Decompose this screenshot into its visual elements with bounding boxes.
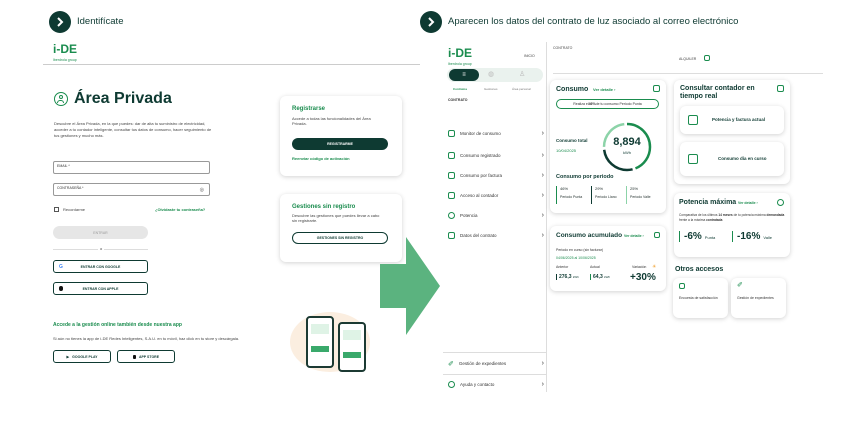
acumulado-title: Consumo acumulado bbox=[556, 232, 623, 239]
actual-label: Actual bbox=[590, 265, 600, 269]
register-button[interactable]: REGISTRARME bbox=[292, 138, 388, 150]
consumo-unit: kWh bbox=[623, 150, 631, 155]
gauge-icon bbox=[448, 212, 455, 219]
tab-area-personal[interactable]: Área personal bbox=[512, 87, 531, 91]
menu-divider bbox=[443, 374, 546, 375]
consumo-date: 10/04/2025 bbox=[556, 148, 577, 153]
otros-title: Otros accesos bbox=[675, 266, 724, 273]
sidebar-item-acceso-contador[interactable]: Acceso al contador › bbox=[448, 188, 544, 202]
register-card bbox=[280, 96, 402, 176]
consumo-pill: Realiza el 46% de tu consumo Periodo Punta bbox=[556, 99, 659, 109]
inicio-link[interactable]: INICIO bbox=[524, 54, 535, 58]
remember-checkbox[interactable] bbox=[54, 207, 59, 212]
forgot-password-link[interactable]: ¿Olvidaste tu contraseña? bbox=[155, 207, 206, 212]
acumulado-line2: 04/06/2025 al 10/06/2025 bbox=[556, 256, 596, 260]
acumulado-detail-link[interactable]: Ver detalle › bbox=[624, 234, 644, 238]
sidebar-item-ayuda[interactable]: Ayuda y contacto › bbox=[448, 377, 544, 391]
monitor-icon bbox=[448, 130, 455, 137]
survey-icon bbox=[679, 283, 685, 289]
otros-expedientes[interactable]: ✐ Gestión de expedientes bbox=[731, 278, 786, 318]
password-field[interactable]: CONTRASEÑA * ◎ bbox=[53, 183, 210, 196]
email-field[interactable]: EMAIL * bbox=[53, 161, 210, 174]
meter-icon bbox=[777, 85, 784, 92]
alquiler-label: ALQUILER bbox=[679, 57, 697, 61]
apple-login-button[interactable]: ENTRAR CON APPLE bbox=[53, 282, 148, 295]
play-icon: ▶ bbox=[66, 354, 70, 359]
google-login-button[interactable]: G ENTRAR CON GOOGLE bbox=[53, 260, 148, 273]
no-register-button[interactable]: GESTIONES SIN REGISTRO bbox=[292, 232, 388, 244]
tab-contratos[interactable]: Contratos bbox=[453, 87, 468, 91]
remember-label: Recordarme bbox=[63, 207, 86, 212]
consumo-card bbox=[550, 80, 666, 213]
potencia-title: Potencia máxima bbox=[679, 199, 737, 206]
tab-personal-icon[interactable]: ♙ bbox=[519, 71, 526, 78]
chart-icon bbox=[653, 85, 660, 92]
contador-title: Consultar contador en tiempo real bbox=[680, 85, 755, 100]
info-icon: ☀ bbox=[652, 264, 657, 270]
sidebar-item-consumo-factura[interactable]: Consumo por factura › bbox=[448, 168, 544, 182]
contrato-header: CONTRATO bbox=[553, 46, 573, 50]
periodo-valle: 25% Periodo Valle bbox=[626, 186, 662, 204]
step-chevron-icon bbox=[420, 11, 442, 33]
pen-icon: ✐ bbox=[737, 282, 743, 289]
ide-logo[interactable]: i-DE Iberdrola group bbox=[448, 46, 472, 66]
alquiler-checkbox[interactable] bbox=[704, 55, 710, 61]
sidebar-item-expedientes[interactable]: ✐ Gestión de expedientes › bbox=[448, 359, 544, 368]
register-title: Registrarse bbox=[292, 106, 326, 112]
top-divider bbox=[553, 73, 823, 74]
user-icon bbox=[54, 92, 68, 106]
step-1-title: Identifícate bbox=[77, 16, 124, 27]
register-text: Accede a todas las funcionalidades del Área Privada. bbox=[292, 116, 371, 126]
actual-value: 64,3 kWh bbox=[590, 274, 610, 280]
app-text: Si aún no tienes la app de i-DE Redes Inteligentes, S.A.U. en tu móvil, haz click en tu store y descárgala. bbox=[53, 336, 240, 341]
document-icon bbox=[448, 232, 455, 239]
anterior-label: Anterior bbox=[556, 265, 569, 269]
consumo-value: 8,894 bbox=[613, 136, 641, 148]
tab-gestiones[interactable]: Gestiones bbox=[484, 87, 498, 91]
potencia-text: Comparativa de los últimos 14 meses de tu potencia máxima demandada frente a la máxima contratada bbox=[679, 213, 785, 222]
phone-illustration bbox=[338, 322, 366, 372]
consumo-total-label: Consumo total bbox=[556, 138, 588, 143]
menu-divider bbox=[443, 352, 546, 353]
meter-icon bbox=[448, 192, 455, 199]
contador-card bbox=[674, 80, 790, 184]
phone-illustration bbox=[306, 316, 334, 368]
contador-option-potencia[interactable]: Potencia y factura actual bbox=[680, 106, 784, 134]
potencia-punta: -6% Punta bbox=[679, 231, 715, 242]
acumulado-line1: Periodo en curso (sin facturar) bbox=[556, 248, 604, 252]
or-label: o bbox=[100, 246, 103, 251]
chart-icon bbox=[654, 232, 660, 238]
tab-gestiones-icon[interactable]: ◍ bbox=[488, 71, 495, 78]
help-icon bbox=[448, 381, 455, 388]
potencia-detail-link[interactable]: Ver detalle › bbox=[738, 201, 758, 205]
no-register-title: Gestiones sin registro bbox=[292, 204, 356, 210]
resend-code-link[interactable]: Reenviar código de activación bbox=[292, 156, 350, 161]
potencia-valle: -16% Valle bbox=[732, 231, 772, 242]
step-2-title: Aparecen los datos del contrato de luz asociado al correo electrónico bbox=[448, 16, 739, 27]
variacion-value: +30% bbox=[630, 272, 656, 283]
sidebar-divider bbox=[546, 42, 547, 392]
anterior-value: 276,3 kWh bbox=[556, 274, 579, 280]
consumo-acumulado-card bbox=[550, 226, 666, 291]
google-icon: G bbox=[59, 263, 63, 270]
sidebar-item-consumo-registrado[interactable]: Consumo registrado › bbox=[448, 148, 544, 162]
page-title: Área Privada bbox=[74, 90, 172, 107]
periodo-punta: 46% Periodo Punta bbox=[556, 186, 590, 204]
pen-icon: ✐ bbox=[448, 360, 454, 368]
apple-icon bbox=[59, 286, 63, 291]
variacion-label: Variación bbox=[632, 265, 647, 269]
potencia-card bbox=[674, 193, 790, 257]
header-divider bbox=[43, 64, 420, 65]
sidebar-item-datos-contrato[interactable]: Datos del contrato › bbox=[448, 228, 544, 242]
contrato-label: CONTRATO bbox=[448, 98, 468, 102]
google-play-button[interactable]: ▶ GOOGLE PLAY bbox=[53, 350, 111, 363]
contador-option-consumo-dia[interactable]: Consumo día en curso bbox=[680, 142, 784, 176]
no-register-text: Descubre las gestiones que puedes llevar a cabo sin registrarte. bbox=[292, 213, 380, 223]
sidebar-item-monitor[interactable]: Monitor de consumo › bbox=[448, 126, 544, 140]
invoice-icon bbox=[448, 172, 455, 179]
apple-icon bbox=[133, 355, 136, 359]
intro-text: Descubre el Área Privada, en la que puedes: dar de alta tu suministro de electricidad, acceder a tu contador inteligente, consultar tus datos de consumo, hacer seguimiento de tus gestiones y mucho más. bbox=[54, 121, 212, 138]
gauge-icon bbox=[777, 199, 784, 206]
chart-icon bbox=[688, 154, 698, 164]
ide-logo[interactable]: i-DE Iberdrola group bbox=[53, 42, 77, 62]
periodo-title: Consumo por periodo bbox=[556, 174, 614, 180]
app-title: Accede a la gestión online también desde nuestra app bbox=[53, 322, 182, 328]
consumo-detail-link[interactable]: Ver detalle › bbox=[593, 87, 616, 92]
tab-contratos-icon[interactable]: ≡ bbox=[449, 69, 479, 81]
enter-button[interactable]: ENTRAR bbox=[53, 226, 148, 239]
periodo-llano: 29% Periodo Llano bbox=[591, 186, 625, 204]
sidebar-item-potencia[interactable]: Potencia › bbox=[448, 208, 544, 222]
chart-icon bbox=[448, 152, 455, 159]
step-chevron-icon bbox=[49, 11, 71, 33]
consumo-title: Consumo bbox=[556, 86, 589, 93]
app-store-button[interactable]: APP STORE bbox=[117, 350, 175, 363]
invoice-icon bbox=[688, 115, 698, 125]
eye-off-icon[interactable]: ◎ bbox=[199, 187, 204, 193]
arrow-right-icon bbox=[380, 237, 440, 335]
otros-encuesta[interactable]: Encuesta de satisfacción bbox=[673, 278, 728, 318]
